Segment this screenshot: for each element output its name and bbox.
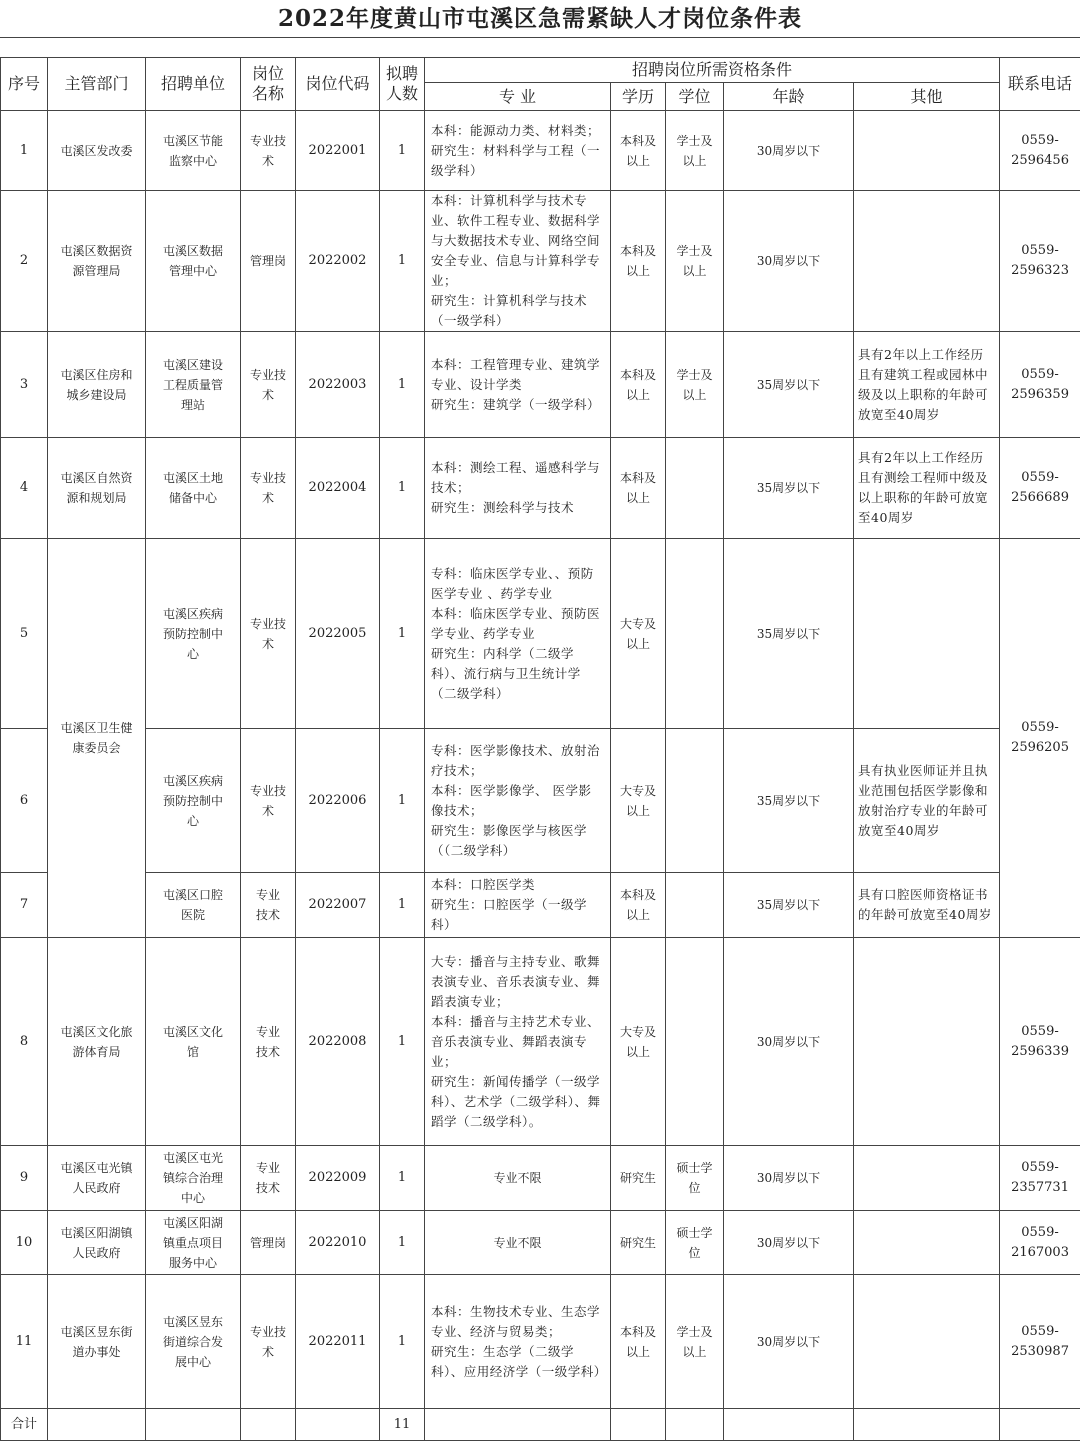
cell-seq: 11 [1, 1275, 48, 1409]
cell-other [854, 539, 1000, 729]
cell-edu: 大专及 以上 [611, 729, 666, 873]
cell-degree [666, 539, 724, 729]
cell-edu: 大专及 以上 [611, 539, 666, 729]
cell-dept: 屯溪区卫生健 康委员会 [48, 539, 146, 938]
cell-age: 35周岁以下 [724, 332, 854, 438]
cell-num: 1 [380, 111, 425, 191]
cell-unit: 屯溪区土地 储备中心 [146, 438, 241, 539]
cell-other [854, 1146, 1000, 1211]
cell-other [854, 1275, 1000, 1409]
cell-degree [666, 873, 724, 938]
cell-dept: 屯溪区昱东街 道办事处 [48, 1275, 146, 1409]
cell-num: 1 [380, 191, 425, 332]
header-post: 岗位 名称 [241, 58, 296, 111]
table-row [1, 438, 1080, 539]
header-major: 专 业 [425, 83, 611, 111]
cell-unit: 屯溪区疾病 预防控制中 心 [146, 539, 241, 729]
cell-edu: 本科及 以上 [611, 332, 666, 438]
cell-age: 35周岁以下 [724, 539, 854, 729]
cell-degree: 硕士学 位 [666, 1211, 724, 1275]
cell-major: 本科：计算机科学与技术专业、软件工程专业、数据科学与大数据技术专业、网络空间安全专业、信息与计算科学专业； 研究生：计算机科学与技术（一级学科） [425, 191, 611, 332]
cell-degree: 硕士学 位 [666, 1146, 724, 1211]
header-conditions: 招聘岗位所需资格条件 [425, 58, 1000, 83]
cell-edu: 本科及 以上 [611, 1275, 666, 1409]
cell-edu: 本科及 以上 [611, 873, 666, 938]
cell-major: 本科：测绘工程、遥感科学与技术； 研究生：测绘科学与技术 [425, 438, 611, 539]
header-seq: 序号 [1, 58, 48, 111]
cell-seq: 1 [1, 111, 48, 191]
cell-num: 1 [380, 873, 425, 938]
cell-other: 具有执业医师证并且执业范围包括医学影像和放射治疗专业的年龄可放宽至40周岁 [854, 729, 1000, 873]
cell-major: 专业不限 [425, 1211, 611, 1275]
cell-unit: 屯溪区昱东 街道综合发 展中心 [146, 1275, 241, 1409]
total-empty-cell [666, 1409, 724, 1441]
cell-phone: 0559- 2167003 [1000, 1211, 1080, 1275]
cell-age: 30周岁以下 [724, 191, 854, 332]
cell-age: 35周岁以下 [724, 438, 854, 539]
cell-unit: 屯溪区疾病 预防控制中 心 [146, 729, 241, 873]
cell-seq: 7 [1, 873, 48, 938]
header-phone: 联系电话 [1000, 58, 1080, 111]
cell-other: 具有2年以上工作经历且有测绘工程师中级及以上职称的年龄可放宽至40周岁 [854, 438, 1000, 539]
header-degree: 学位 [666, 83, 724, 111]
cell-seq: 3 [1, 332, 48, 438]
cell-seq: 10 [1, 1211, 48, 1275]
cell-phone: 0559- 2596359 [1000, 332, 1080, 438]
cell-edu: 本科及 以上 [611, 438, 666, 539]
table-row [1, 729, 1080, 873]
cell-phone: 0559- 2566689 [1000, 438, 1080, 539]
cell-dept: 屯溪区住房和 城乡建设局 [48, 332, 146, 438]
header-unit: 招聘单位 [146, 58, 241, 111]
cell-unit: 屯溪区口腔 医院 [146, 873, 241, 938]
cell-degree: 学士及 以上 [666, 1275, 724, 1409]
header-code: 岗位代码 [296, 58, 380, 111]
cell-degree: 学士及 以上 [666, 191, 724, 332]
cell-major: 专科：医学影像技术、放射治疗技术； 本科：医学影像学、 医学影像技术； 研究生：影像医学与核医学（（二级学科） [425, 729, 611, 873]
total-empty-cell [611, 1409, 666, 1441]
cell-age: 30周岁以下 [724, 1211, 854, 1275]
total-num: 11 [380, 1409, 425, 1441]
table-row [1, 1275, 1080, 1409]
cell-other [854, 111, 1000, 191]
cell-num: 1 [380, 438, 425, 539]
header-num: 拟聘 人数 [380, 58, 425, 111]
total-empty-cell [296, 1409, 380, 1441]
cell-edu: 大专及 以上 [611, 938, 666, 1146]
cell-age: 35周岁以下 [724, 873, 854, 938]
cell-dept: 屯溪区发改委 [48, 111, 146, 191]
cell-seq: 2 [1, 191, 48, 332]
cell-degree [666, 438, 724, 539]
header-dept: 主管部门 [48, 58, 146, 111]
cell-num: 1 [380, 1275, 425, 1409]
cell-phone: 0559- 2596205 [1000, 539, 1080, 938]
cell-major: 本科：能源动力类、材料类；研究生：材料科学与工程（一级学科） [425, 111, 611, 191]
table-row [1, 873, 1080, 938]
cell-degree [666, 938, 724, 1146]
cell-age: 30周岁以下 [724, 1275, 854, 1409]
cell-dept: 屯溪区数据资 源管理局 [48, 191, 146, 332]
header-edu: 学历 [611, 83, 666, 111]
cell-unit: 屯溪区数据 管理中心 [146, 191, 241, 332]
cell-post: 管理岗 [241, 191, 296, 332]
cell-code: 2022002 [296, 191, 380, 332]
title-divider [0, 37, 1080, 58]
total-empty-cell [724, 1409, 854, 1441]
total-label: 合计 [1, 1409, 48, 1441]
cell-num: 1 [380, 938, 425, 1146]
cell-other [854, 938, 1000, 1146]
total-empty-cell [1000, 1409, 1080, 1441]
cell-post: 专业技 术 [241, 539, 296, 729]
cell-num: 1 [380, 1146, 425, 1211]
table-row [1, 191, 1080, 332]
cell-major: 本科：生物技术专业、生态学专业、经济与贸易类； 研究生：生态学（二级学科）、应用经济学（一级学科） [425, 1275, 611, 1409]
cell-dept: 屯溪区阳湖镇 人民政府 [48, 1211, 146, 1275]
cell-unit: 屯溪区文化 馆 [146, 938, 241, 1146]
cell-degree: 学士及 以上 [666, 111, 724, 191]
total-empty-cell [241, 1409, 296, 1441]
cell-num: 1 [380, 539, 425, 729]
cell-dept: 屯溪区自然资 源和规划局 [48, 438, 146, 539]
cell-other: 具有2年以上工作经历且有建筑工程或园林中级及以上职称的年龄可放宽至40周岁 [854, 332, 1000, 438]
cell-phone: 0559- 2596339 [1000, 938, 1080, 1146]
cell-phone: 0559- 2596323 [1000, 191, 1080, 332]
cell-code: 2022010 [296, 1211, 380, 1275]
cell-other [854, 191, 1000, 332]
header-other: 其他 [854, 83, 1000, 111]
cell-num: 1 [380, 1211, 425, 1275]
header-age: 年龄 [724, 83, 854, 111]
cell-age: 30周岁以下 [724, 1146, 854, 1211]
cell-other [854, 1211, 1000, 1275]
cell-post: 专业 技术 [241, 1146, 296, 1211]
cell-post: 专业技 术 [241, 729, 296, 873]
cell-phone: 0559- 2357731 [1000, 1146, 1080, 1211]
cell-code: 2022003 [296, 332, 380, 438]
cell-unit: 屯溪区屯光 镇综合治理 中心 [146, 1146, 241, 1211]
cell-code: 2022005 [296, 539, 380, 729]
page-title: 2022年度黄山市屯溪区急需紧缺人才岗位条件表 [277, 5, 802, 32]
cell-post: 专业技 术 [241, 1275, 296, 1409]
cell-unit: 屯溪区阳湖 镇重点项目 服务中心 [146, 1211, 241, 1275]
cell-code: 2022007 [296, 873, 380, 938]
cell-major: 本科：口腔医学类 研究生：口腔医学（一级学科） [425, 873, 611, 938]
cell-post: 专业 技术 [241, 873, 296, 938]
cell-seq: 8 [1, 938, 48, 1146]
cell-post: 管理岗 [241, 1211, 296, 1275]
cell-edu: 研究生 [611, 1146, 666, 1211]
cell-seq: 6 [1, 729, 48, 873]
cell-seq: 9 [1, 1146, 48, 1211]
total-empty-cell [854, 1409, 1000, 1441]
cell-post: 专业技 术 [241, 111, 296, 191]
cell-code: 2022008 [296, 938, 380, 1146]
total-empty-cell [146, 1409, 241, 1441]
cell-num: 1 [380, 729, 425, 873]
cell-seq: 4 [1, 438, 48, 539]
cell-other: 具有口腔医师资格证书的年龄可放宽至40周岁 [854, 873, 1000, 938]
cell-unit: 屯溪区节能 监察中心 [146, 111, 241, 191]
table-row [1, 539, 1080, 729]
cell-code: 2022009 [296, 1146, 380, 1211]
cell-code: 2022006 [296, 729, 380, 873]
cell-major: 大专：播音与主持专业、歌舞表演专业、音乐表演专业、舞蹈表演专业； 本科：播音与主持艺术专业、音乐表演专业、舞蹈表演专业； 研究生：新闻传播学（一级学科）、艺术学（二级学科）、舞蹈学（二级学科）。 [425, 938, 611, 1146]
cell-major: 本科：工程管理专业、建筑学专业、设计学类 研究生：建筑学（一级学科） [425, 332, 611, 438]
cell-code: 2022011 [296, 1275, 380, 1409]
cell-edu: 本科及 以上 [611, 111, 666, 191]
cell-code: 2022004 [296, 438, 380, 539]
cell-post: 专业技 术 [241, 438, 296, 539]
cell-age: 35周岁以下 [724, 729, 854, 873]
cell-phone: 0559- 2596456 [1000, 111, 1080, 191]
table-row [1, 111, 1080, 191]
cell-code: 2022001 [296, 111, 380, 191]
cell-degree [666, 729, 724, 873]
cell-age: 30周岁以下 [724, 938, 854, 1146]
total-empty-cell [48, 1409, 146, 1441]
cell-post: 专业 技术 [241, 938, 296, 1146]
cell-num: 1 [380, 332, 425, 438]
cell-dept: 屯溪区文化旅 游体育局 [48, 938, 146, 1146]
cell-seq: 5 [1, 539, 48, 729]
cell-edu: 本科及 以上 [611, 191, 666, 332]
positions-table [0, 57, 1080, 1441]
cell-major: 专业不限 [425, 1146, 611, 1211]
table-row [1, 332, 1080, 438]
table-row [1, 1211, 1080, 1275]
cell-phone: 0559- 2530987 [1000, 1275, 1080, 1409]
table-row [1, 938, 1080, 1146]
cell-post: 专业技 术 [241, 332, 296, 438]
table-row [1, 1146, 1080, 1211]
cell-dept: 屯溪区屯光镇 人民政府 [48, 1146, 146, 1211]
total-row [1, 1409, 1080, 1441]
cell-major: 专科：临床医学专业、、预防医学专业 、药学专业 本科：临床医学专业、预防医学专业、药学专业 研究生：内科学（二级学科）、流行病与卫生统计学（二级学科） [425, 539, 611, 729]
cell-age: 30周岁以下 [724, 111, 854, 191]
cell-degree: 学士及 以上 [666, 332, 724, 438]
cell-unit: 屯溪区建设 工程质量管 理站 [146, 332, 241, 438]
cell-edu: 研究生 [611, 1211, 666, 1275]
total-empty-cell [425, 1409, 611, 1441]
